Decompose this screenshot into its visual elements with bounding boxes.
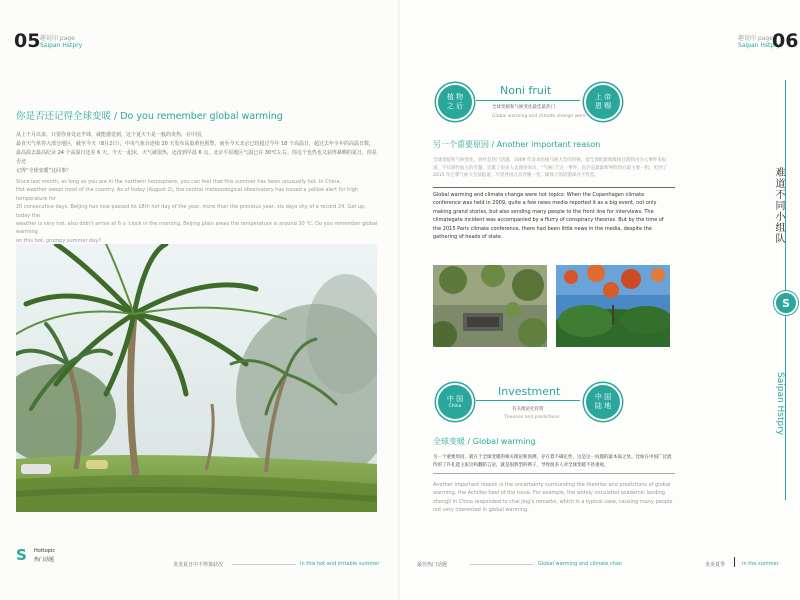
circle-line: 恩 赐 — [594, 102, 612, 110]
vertical-title-en: Saipan Hstpry — [775, 372, 785, 436]
vertical-logo: S — [774, 291, 798, 315]
header-subtitle: Saipan Hstpry — [40, 42, 83, 49]
reason-text-en: Global warming and climate change were hot topics: When the Copenhagen climate conference was held in 2009, quite a few news media reported it as a big event, not only making grand stories, but also sending many people to the front line for interviews. The climategate incident was accompanied by a flurry of conspiracy theories. But by the time of the 2015 Paris climate conference, there had been little news in the media, despite the gathering of heads of state. — [433, 192, 664, 241]
investment-subtitle-cn: 有关理论化投资 — [512, 407, 544, 412]
circle-china-land — [584, 383, 622, 421]
vertical-rule — [785, 80, 786, 500]
global-warming-text-cn: 另一个重要原因，就在于全球变暖的相关理论和预测，存在着不确定性，这是这一问题的最本质之处。比如在中国广泛流传的了许礼能主张这和翻防言论，就是很典型的例子，导致很多人对全球变暖不甚重视。 — [433, 455, 672, 468]
investment-title: Investment — [498, 385, 561, 398]
connector-line — [476, 400, 580, 401]
right-page — [400, 0, 800, 600]
palm-tree-photo — [16, 244, 377, 512]
investment-subtitle-en: Theories and predictions — [504, 415, 560, 420]
circle-line: 陆 地 — [594, 402, 612, 410]
footer-logo: S — [16, 546, 27, 564]
noni-subtitle-en: Global warming and climate change were — [492, 114, 586, 119]
footer-separator — [734, 557, 735, 567]
noni-title: Noni fruit — [500, 84, 552, 97]
footer-cn-1: 最佳热门话题 — [417, 562, 448, 568]
footer-label-cn: 热门话题 — [34, 557, 55, 563]
circle-plant — [436, 83, 474, 121]
footer-en: In this hot and irritable summer — [300, 561, 380, 567]
footer-divider — [470, 564, 534, 565]
page-number-right: 06 — [772, 30, 799, 52]
page-number-left: 05 — [14, 30, 41, 52]
header-subtitle: Saipan Hstpry — [738, 42, 781, 49]
divider — [433, 473, 675, 474]
body-text-cn: 从上个月以来，只要你身处北半球，就能感觉到，这个夏天不是一般的炎热。在中国， 最直天气单券大部分地区，截至今天（8月2日），中央气象台连续 20 天发布高温黄色预警。而至今天北京已经超过今年 18 个高温日，超过去年全年的高温日数， 最高温去最高纪录 24 个高温日还差 6 天。今天一起床，天气就很热，还没到早晨 6 点，北京平原地区气温已在 30℃左右。你这个也热也又获得暴晒的夏日，你是否还 记得“全球变暖”这回事？ — [16, 132, 377, 174]
circle-line: 植 物 — [446, 93, 464, 101]
footer-en-1: Global warming and climate chan — [538, 561, 623, 567]
circle-china — [436, 383, 474, 421]
vertical-title-cn: 难道不同小组队 — [773, 167, 784, 244]
circle-god — [584, 83, 622, 121]
circle-line: 之 后 — [446, 102, 464, 110]
reason-title: 另一个重要原因 / Another important reason — [433, 140, 601, 149]
circle-line: 中 国 — [594, 393, 612, 401]
body-text-en: Since last month, as long as you are in the northern hemisphere, you can feel that this summer has been unusually hot. In China, Hot weather swept most of the country. As of today (August 2), the central meteorological observatory has issued a yellow alert for high temperature for 20 consecutive days. Beijing has now passed its 18th hot day of the year, more than the previous year, six days shy of a record 24. Get up, today the weather is very hot, also didn't arrive at 6 o 'clock in the morning, Beijing plain areas the temperature is around 30 ℃. Do you remember global warming on this hot, grumpy summer day? — [16, 179, 378, 244]
header-label: 趣说印 page — [738, 35, 773, 42]
global-warming-title: 全球变暖 / Global warming — [433, 437, 536, 446]
section-title: 你是否还记得全球变暖 / Do you remember global warming — [16, 111, 283, 122]
connector-line — [476, 100, 580, 101]
footer-cn: 炎炎夏日中不得靠狀况 — [173, 562, 224, 568]
wall-ivy-photo — [433, 265, 547, 347]
noni-subtitle-cn: 全球变暖和气候变化最佳最热门 — [492, 105, 555, 110]
circle-line: 上 帝 — [594, 93, 612, 101]
reason-text-cn: 全球变暖和气候变化，曾经是热门话题。2009 年哥本哈根气候大会的时候，能全部把新闻媒体还派我由为大事件来报道，不仅制作报大的专题，还派了很多人去现场采访，“气候门”这一事件，也许是最最新界阶段后最主要一机。但到了 2015 年巴黎气候大会前报道，尽管各国元首齐聚一堂，媒体上的话题却并不热烈。 — [433, 158, 668, 178]
global-warming-text-en: Another important reason is the uncertainty surrounding the theories and predictions of global warming, the Achilles heel of the issue. For example, the widely circulated academic landing zhongli in China responded to chai jing's remarks, which is a typical case, causing many people not very interested in global warming. — [433, 482, 673, 514]
footer-en-2: In the summer — [742, 561, 779, 567]
header-label: 趣说印 page — [40, 35, 75, 42]
footer-label-en: Hottopic — [34, 548, 56, 554]
footer-cn-2: 炎炎夏季 — [705, 562, 726, 568]
circle-line: China — [448, 403, 462, 409]
footer-divider — [232, 564, 296, 565]
circle-line: 中 国 — [446, 394, 464, 403]
divider — [433, 187, 675, 188]
flame-tree-photo — [556, 265, 670, 347]
